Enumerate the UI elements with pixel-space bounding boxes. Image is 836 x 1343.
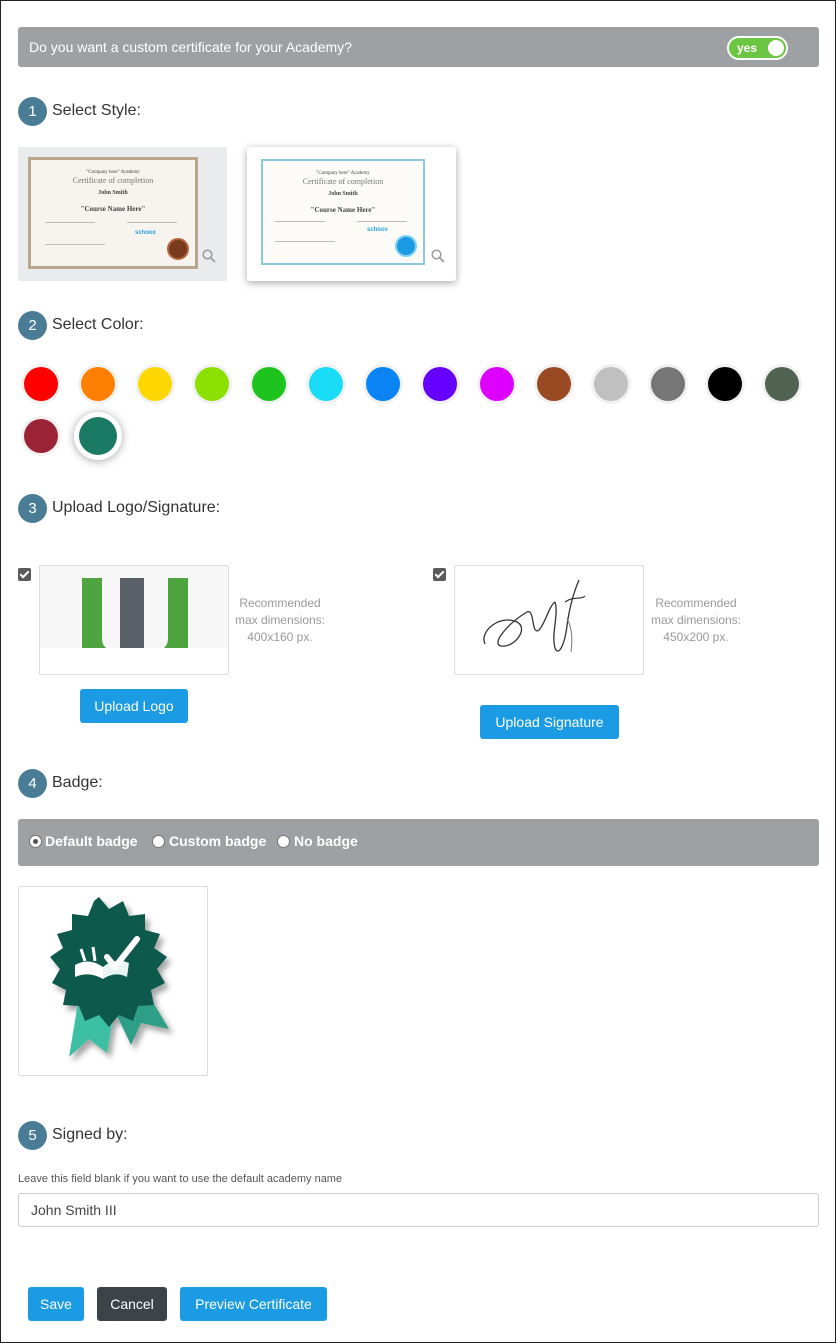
- color-swatch[interactable]: [366, 367, 400, 401]
- logo-dimensions-hint: [230, 595, 330, 646]
- upload-signature-button[interactable]: Upload Signature: [480, 705, 619, 739]
- hint-line: max dimensions:: [234, 613, 326, 627]
- cert-course: "Course Name Here": [310, 206, 376, 214]
- default-badge-icon: [19, 887, 209, 1077]
- cert-course: "Course Name Here": [80, 205, 146, 213]
- step-title: Badge:: [52, 774, 103, 791]
- color-swatch[interactable]: [480, 367, 514, 401]
- hint-line: Recommended: [655, 596, 737, 610]
- step-number: 3: [18, 494, 47, 523]
- color-swatch[interactable]: [138, 367, 172, 401]
- toggle-label: yes: [737, 41, 758, 55]
- toggle-knob: [768, 40, 784, 56]
- cert-name: John Smith: [98, 190, 128, 196]
- preview-certificate-button[interactable]: Preview Certificate: [180, 1287, 327, 1321]
- certificate-thumbnail: [261, 159, 425, 265]
- color-swatch[interactable]: [24, 419, 58, 453]
- cert-line: [127, 222, 177, 223]
- no-badge-radio[interactable]: [277, 835, 290, 848]
- cert-academy: "Company here" Academy: [316, 171, 370, 176]
- hint-line: 450x200 px.: [663, 630, 729, 644]
- cancel-button[interactable]: Cancel: [97, 1287, 167, 1321]
- cert-line: [275, 221, 325, 222]
- badge-options-bar: [18, 819, 819, 866]
- save-button[interactable]: Save: [28, 1287, 84, 1321]
- cert-brand: schoox: [367, 227, 389, 233]
- step-number: 4: [18, 769, 47, 798]
- signed-by-input[interactable]: John Smith III: [18, 1193, 819, 1227]
- signature-dimensions-hint: [646, 595, 746, 646]
- color-swatch[interactable]: [594, 367, 628, 401]
- color-swatch[interactable]: [537, 367, 571, 401]
- custom-badge-radio[interactable]: [152, 835, 165, 848]
- hint-line: max dimensions:: [650, 613, 742, 627]
- cert-name: John Smith: [328, 191, 358, 197]
- logo-preview: [39, 565, 229, 675]
- logo-image: [40, 566, 229, 675]
- cert-medal-icon: [167, 238, 189, 260]
- color-swatch[interactable]: [708, 367, 742, 401]
- color-swatch[interactable]: [423, 367, 457, 401]
- custom-certificate-question: Do you want a custom certificate for your Academy?: [29, 39, 352, 55]
- signed-by-hint: Leave this field blank if you want to use the default academy name: [18, 1173, 343, 1185]
- cert-title: Certificate of completion: [72, 176, 154, 185]
- style-option-classic[interactable]: [18, 147, 227, 281]
- step-number: 5: [18, 1121, 47, 1150]
- step-title: Select Style:: [52, 102, 141, 119]
- no-badge-label[interactable]: No badge: [294, 833, 358, 849]
- step-title: Signed by:: [52, 1126, 128, 1143]
- color-swatch[interactable]: [79, 417, 117, 455]
- badge-preview: [18, 886, 208, 1076]
- style-option-modern[interactable]: [247, 147, 456, 281]
- color-swatch[interactable]: [252, 367, 286, 401]
- color-swatch[interactable]: [24, 367, 58, 401]
- cert-brand: schoox: [135, 230, 157, 236]
- hint-line: 400x160 px.: [247, 630, 313, 644]
- step-number: 2: [18, 311, 47, 340]
- certificate-thumbnail: [28, 157, 198, 269]
- cert-line: [45, 222, 95, 223]
- signature-preview: [454, 565, 644, 675]
- default-badge-radio[interactable]: [29, 835, 42, 848]
- logo-checkbox[interactable]: [18, 568, 31, 581]
- cert-line: [357, 221, 407, 222]
- zoom-icon[interactable]: [431, 249, 445, 263]
- color-swatch[interactable]: [651, 367, 685, 401]
- cert-title: Certificate of completion: [302, 177, 384, 186]
- cert-line: [275, 241, 335, 242]
- color-swatch[interactable]: [195, 367, 229, 401]
- hint-line: Recommended: [239, 596, 321, 610]
- upload-logo-button[interactable]: Upload Logo: [80, 689, 188, 723]
- step-title: Upload Logo/Signature:: [52, 499, 221, 516]
- cert-line: [45, 244, 105, 245]
- zoom-icon[interactable]: [202, 249, 216, 263]
- custom-badge-label[interactable]: Custom badge: [169, 833, 267, 849]
- default-badge-label[interactable]: Default badge: [45, 833, 138, 849]
- cert-medal-icon: [395, 235, 417, 257]
- color-swatch[interactable]: [81, 367, 115, 401]
- step-number: 1: [18, 97, 47, 126]
- color-swatch[interactable]: [765, 367, 799, 401]
- cert-academy: "Company here" Academy: [86, 170, 140, 175]
- signature-image: [455, 566, 644, 675]
- color-swatch[interactable]: [309, 367, 343, 401]
- custom-certificate-toggle[interactable]: [727, 36, 788, 60]
- signature-checkbox[interactable]: [433, 568, 446, 581]
- custom-certificate-bar: [18, 27, 819, 67]
- step-title: Select Color:: [52, 316, 144, 333]
